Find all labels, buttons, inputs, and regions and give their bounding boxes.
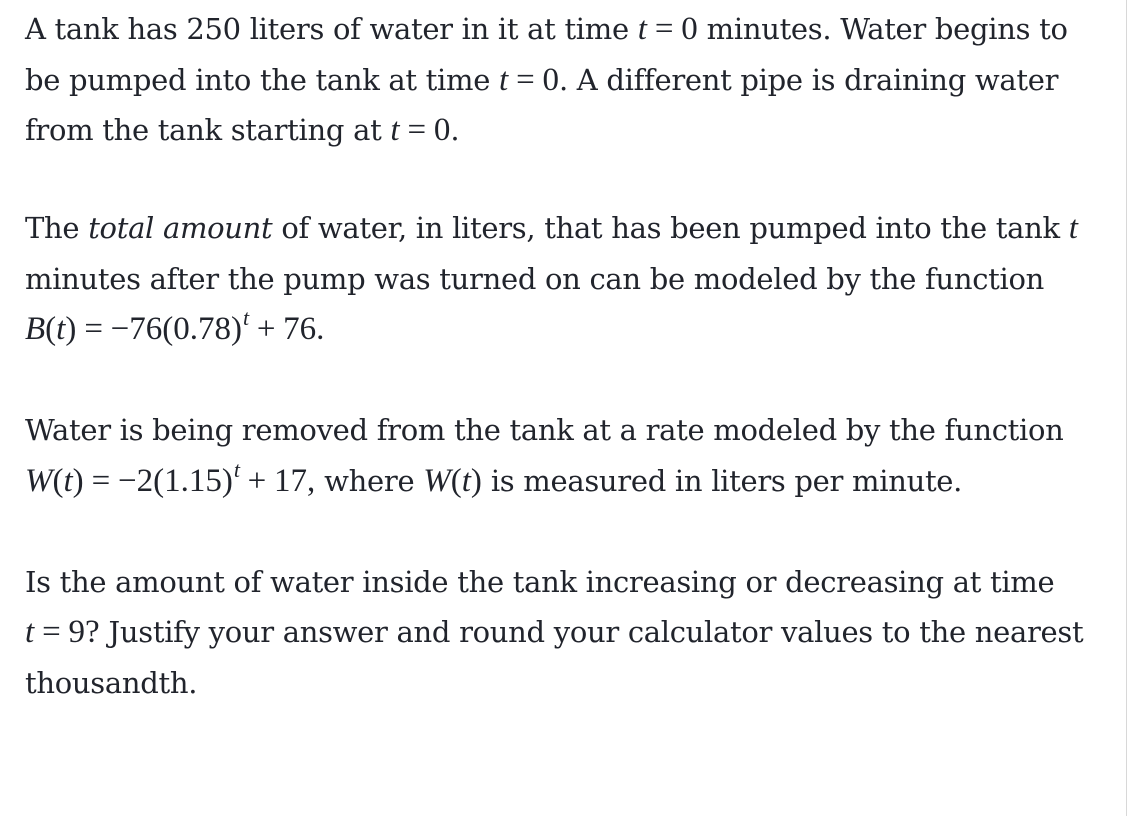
text-segment: Is the amount of water inside the tank increasing or decreasing at time [25,564,1055,599]
math-paren: ( [52,462,64,499]
text-segment: . A different pipe is draining water from the tank starting at [25,62,1059,147]
math-function-name: W [423,462,451,499]
text-segment: . [450,113,460,147]
math-variable-t: t [25,614,35,650]
math-equals: = [407,112,426,148]
math-paren: ) [470,462,482,499]
paragraph-question [25,557,1110,709]
math-equals: = [91,462,110,499]
paragraph-drain-function [25,405,1110,509]
math-number: 9? [68,614,100,650]
math-variable-t: t [56,311,66,347]
math-equals: = [654,11,674,47]
math-variable-t: t [63,462,73,499]
math-expression-w [25,456,316,499]
math-paren: ) [65,311,77,347]
math-variable-t: t [1068,210,1078,246]
paragraph-pump-function [25,203,1110,358]
text-segment: of water, in liters, that has been pumped into the tank [272,211,1069,245]
emphasis-text: total amount [88,211,273,245]
paragraph-initial-conditions [25,4,1110,156]
math-equals: = [516,61,535,98]
text-segment: where [315,463,424,498]
math-exponent: t [233,456,240,482]
math-term: 17, [273,462,316,499]
math-plus: + [247,462,266,499]
math-variable-t: t [461,462,471,499]
math-term: 76. [283,311,325,347]
math-term: −76(0.78) [110,311,242,347]
text-segment: A tank has 250 liters of water in it at time [25,12,638,46]
problem-text [25,4,1110,708]
text-segment: Justify your answer and round your calculator values to the nearest thousandth. [25,615,1084,700]
math-number: 0 [433,112,451,148]
math-variable-t: t [390,112,400,148]
math-variable-t: t [498,61,509,98]
math-exponent: t [243,305,249,330]
math-term: −2(1.15) [117,462,233,499]
math-equals: = [84,311,103,347]
text-segment: Water is being removed from the tank at a rate modeled by the function [25,413,1064,447]
math-number: 0 [681,11,698,47]
math-plus: + [256,311,276,347]
text-segment: The [25,211,89,245]
math-function-name: B [25,311,46,347]
math-number: 0 [542,61,559,98]
text-segment: minutes after the pump was turned on can be modeled by the function [25,261,1045,296]
math-paren: ( [45,311,57,347]
math-expression-b [25,305,325,347]
math-function-name: W [25,462,53,499]
math-expression-w-ref [423,464,482,498]
text-segment: is measured in liters per minute. [481,463,963,498]
math-variable-t: t [637,11,647,47]
math-paren: ) [72,462,84,499]
math-equals: = [42,614,61,650]
math-paren: ( [450,462,462,499]
text-segment: minutes. Water begins to be pumped into the tank at time [25,12,1068,97]
